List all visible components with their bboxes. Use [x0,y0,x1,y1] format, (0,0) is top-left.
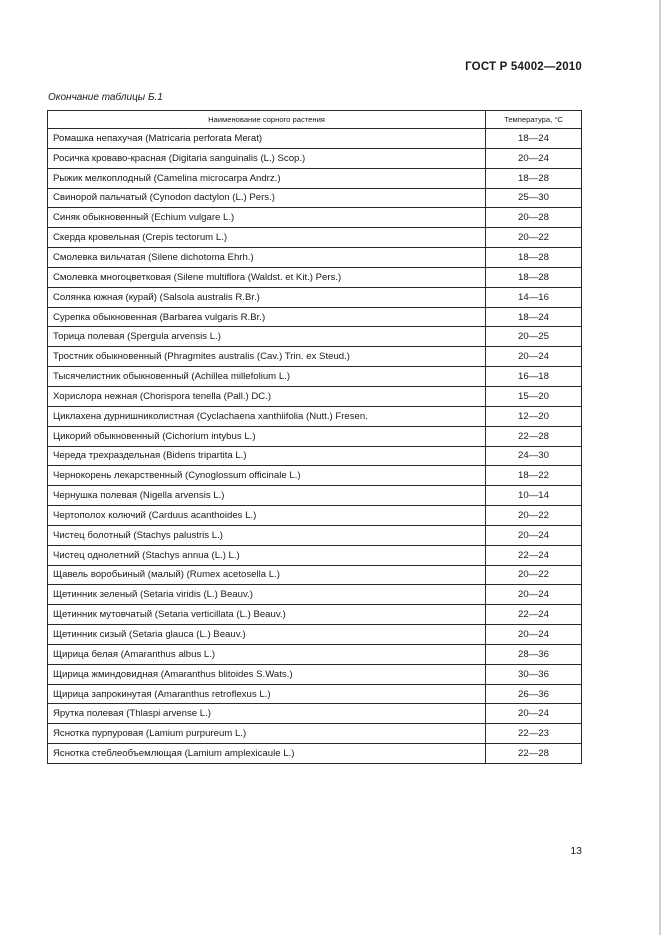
temperature-cell: 18—28 [486,248,582,268]
table-row [48,129,582,149]
temperature-cell: 20—22 [486,506,582,526]
temperature-cell: 20—24 [486,704,582,724]
temperature-cell: 14—16 [486,287,582,307]
temperature-cell: 18—28 [486,168,582,188]
table-row [48,724,582,744]
plant-name-cell: Смолевка вильчатая (Silene dichotoma Ehrh.) [48,248,486,268]
table-row [48,704,582,724]
temperature-cell: 26—36 [486,684,582,704]
table-row [48,446,582,466]
temperature-cell: 18—24 [486,129,582,149]
temperature-cell: 24—30 [486,446,582,466]
temperature-cell: 20—28 [486,208,582,228]
temperature-cell: 10—14 [486,486,582,506]
table-row [48,188,582,208]
table-row [48,228,582,248]
temperature-cell: 18—22 [486,466,582,486]
plant-name-cell: Хорислора нежная (Chorispora tenella (Pall.) DC.) [48,386,486,406]
temperature-cell: 25—30 [486,188,582,208]
table-row [48,545,582,565]
table-row [48,248,582,268]
weeds-temperature-table [47,110,582,764]
table-row [48,605,582,625]
temperature-cell: 22—28 [486,426,582,446]
temperature-cell: 28—36 [486,644,582,664]
plant-name-cell: Щирица запрокинутая (Amaranthus retroflexus L.) [48,684,486,704]
plant-name-cell: Тростник обыкновенный (Phragmites australis (Cav.) Trin. ex Steud.) [48,347,486,367]
plant-name-cell: Смолевка многоцветковая (Silene multiflora (Waldst. et Kit.) Pers.) [48,267,486,287]
plant-name-cell: Чистец болотный (Stachys palustris L.) [48,525,486,545]
temperature-cell: 20—24 [486,585,582,605]
plant-name-cell: Свинорой пальчатый (Cynodon dactylon (L.) Pers.) [48,188,486,208]
plant-name-cell: Щетинник мутовчатый (Setaria verticillata (L.) Beauv.) [48,605,486,625]
table-row [48,664,582,684]
plant-name-cell: Сурепка обыкновенная (Barbarea vulgaris R.Br.) [48,307,486,327]
temperature-cell: 22—28 [486,744,582,764]
temperature-cell: 16—18 [486,367,582,387]
plant-name-cell: Ярутка полевая (Thlaspi arvense L.) [48,704,486,724]
temperature-cell: 20—24 [486,525,582,545]
plant-name-cell: Торица полевая (Spergula arvensis L.) [48,327,486,347]
plant-name-cell: Чернушка полевая (Nigella arvensis L.) [48,486,486,506]
temperature-cell: 22—24 [486,605,582,625]
plant-name-cell: Щетинник зеленый (Setaria viridis (L.) Beauv.) [48,585,486,605]
plant-name-cell: Щавель воробьиный (малый) (Rumex acetosella L.) [48,565,486,585]
plant-name-cell: Тысячелистник обыкновенный (Achillea millefolium L.) [48,367,486,387]
temperature-cell: 12—20 [486,406,582,426]
table-row [48,644,582,664]
table-row [48,367,582,387]
temperature-cell: 30—36 [486,664,582,684]
table-row [48,386,582,406]
table-row [48,168,582,188]
temperature-cell: 22—23 [486,724,582,744]
temperature-cell: 15—20 [486,386,582,406]
plant-name-cell: Синяк обыкновенный (Echium vulgare L.) [48,208,486,228]
temperature-cell: 22—24 [486,545,582,565]
table-caption: Окончание таблицы Б.1 [48,92,163,103]
temperature-cell: 20—24 [486,347,582,367]
table-body [48,129,582,764]
temperature-cell: 20—25 [486,327,582,347]
temperature-cell: 20—24 [486,625,582,645]
plant-name-cell: Яснотка пурпуровая (Lamium purpureum L.) [48,724,486,744]
plant-name-cell: Яснотка стеблеобъемлющая (Lamium amplexicaule L.) [48,744,486,764]
temperature-cell: 18—24 [486,307,582,327]
table-row [48,406,582,426]
temperature-cell: 20—22 [486,565,582,585]
table-header-row [48,111,582,129]
plant-name-cell: Ромашка непахучая (Matricaria perforata Merat) [48,129,486,149]
plant-name-cell: Солянка южная (курай) (Salsola australis R.Br.) [48,287,486,307]
table-row [48,506,582,526]
table-row [48,208,582,228]
table-row [48,327,582,347]
plant-name-cell: Чистец однолетний (Stachys annua (L.) L.) [48,545,486,565]
table-row [48,585,582,605]
table-row [48,744,582,764]
table-row [48,267,582,287]
temperature-cell: 20—22 [486,228,582,248]
plant-name-cell: Щирица белая (Amaranthus albus L.) [48,644,486,664]
plant-name-cell: Щетинник сизый (Setaria glauca (L.) Beauv.) [48,625,486,645]
plant-name-cell: Щирица жминдовидная (Amaranthus blitoides S.Wats.) [48,664,486,684]
plant-name-cell: Цикорий обыкновенный (Cichorium intybus L.) [48,426,486,446]
table-row [48,426,582,446]
plant-name-cell: Скерда кровельная (Crepis tectorum L.) [48,228,486,248]
column-header-temperature: Температура, °С [486,111,582,129]
temperature-cell: 18—28 [486,267,582,287]
page-number: 13 [570,845,582,857]
plant-name-cell: Росичка кроваво-красная (Digitaria sanguinalis (L.) Scop.) [48,148,486,168]
column-header-plant-name: Наименование сорного растения [48,111,486,129]
table-row [48,347,582,367]
plant-name-cell: Чертополох колючий (Carduus acanthoides L.) [48,506,486,526]
table-row [48,486,582,506]
table-row [48,148,582,168]
plant-name-cell: Чернокорень лекарственный (Cynoglossum officinale L.) [48,466,486,486]
temperature-cell: 20—24 [486,148,582,168]
table-row [48,466,582,486]
plant-name-cell: Рыжик мелкоплодный (Camelina microcarpa Andrz.) [48,168,486,188]
plant-name-cell: Циклахена дурнишниколистная (Cyclachaena xanthiifolia (Nutt.) Fresen. [48,406,486,426]
table-row [48,565,582,585]
standard-designation: ГОСТ Р 54002—2010 [465,61,582,73]
table-row [48,307,582,327]
table-row [48,625,582,645]
table-row [48,684,582,704]
plant-name-cell: Череда трехраздельная (Bidens tripartita L.) [48,446,486,466]
table-row [48,287,582,307]
table-row [48,525,582,545]
